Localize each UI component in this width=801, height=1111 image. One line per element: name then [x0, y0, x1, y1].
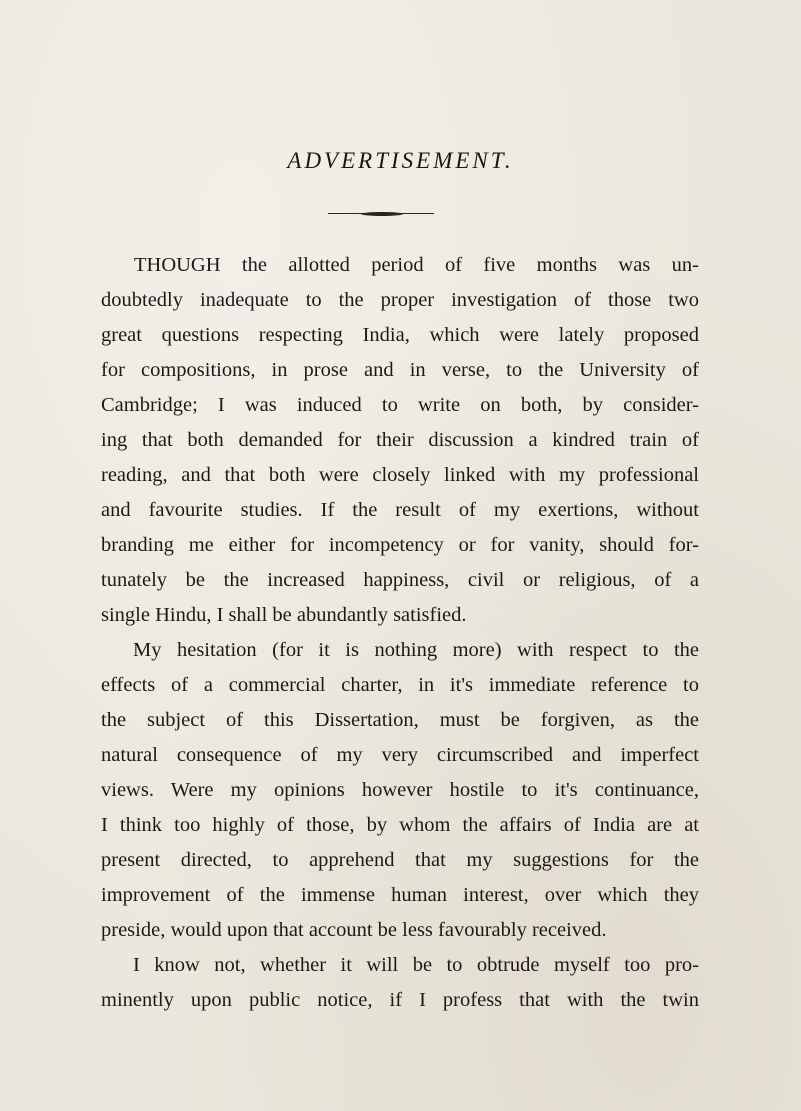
text-line: Cambridge; I was induced to write on both, by consider-	[101, 394, 699, 416]
text-line: doubtedly inadequate to the proper investigation of those two	[101, 289, 699, 311]
ornamental-rule	[328, 212, 434, 216]
text-line: present directed, to apprehend that my suggestions for the	[101, 849, 699, 871]
text-line: and favourite studies. If the result of my exertions, without	[101, 499, 699, 521]
text-line: ing that both demanded for their discussion a kindred train of	[101, 429, 699, 451]
text-line: My hesitation (for it is nothing more) with respect to the	[133, 639, 699, 661]
page-heading: ADVERTISEMENT.	[287, 148, 514, 173]
body-text	[101, 248, 699, 1018]
text-line: views. Were my opinions however hostile to it's continuance,	[101, 779, 699, 801]
text-line: the subject of this Dissertation, must be forgiven, as the	[101, 709, 699, 731]
text-line: I know not, whether it will be to obtrude myself too pro-	[133, 954, 699, 976]
text-line: tunately be the increased happiness, civil or religious, of a	[101, 569, 699, 591]
rule-swell	[361, 212, 403, 216]
text-line: single Hindu, I shall be abundantly satisfied.	[101, 604, 467, 626]
text-line: natural consequence of my very circumscribed and imperfect	[101, 744, 699, 766]
text-line: minently upon public notice, if I profess that with the twin	[101, 989, 699, 1011]
text-line: for compositions, in prose and in verse, to the University of	[101, 359, 699, 381]
text-line: effects of a commercial charter, in it's immediate reference to	[101, 674, 699, 696]
text-line: THOUGH the allotted period of five months was un-	[134, 254, 699, 276]
text-line: great questions respecting India, which were lately proposed	[101, 324, 699, 346]
text-line: reading, and that both were closely linked with my professional	[101, 464, 699, 486]
text-line: preside, would upon that account be less favourably received.	[101, 919, 607, 941]
text-line: branding me either for incompetency or for vanity, should for-	[101, 534, 699, 556]
text-line: I think too highly of those, by whom the affairs of India are at	[101, 814, 699, 836]
text-line: improvement of the immense human interest, over which they	[101, 884, 699, 906]
